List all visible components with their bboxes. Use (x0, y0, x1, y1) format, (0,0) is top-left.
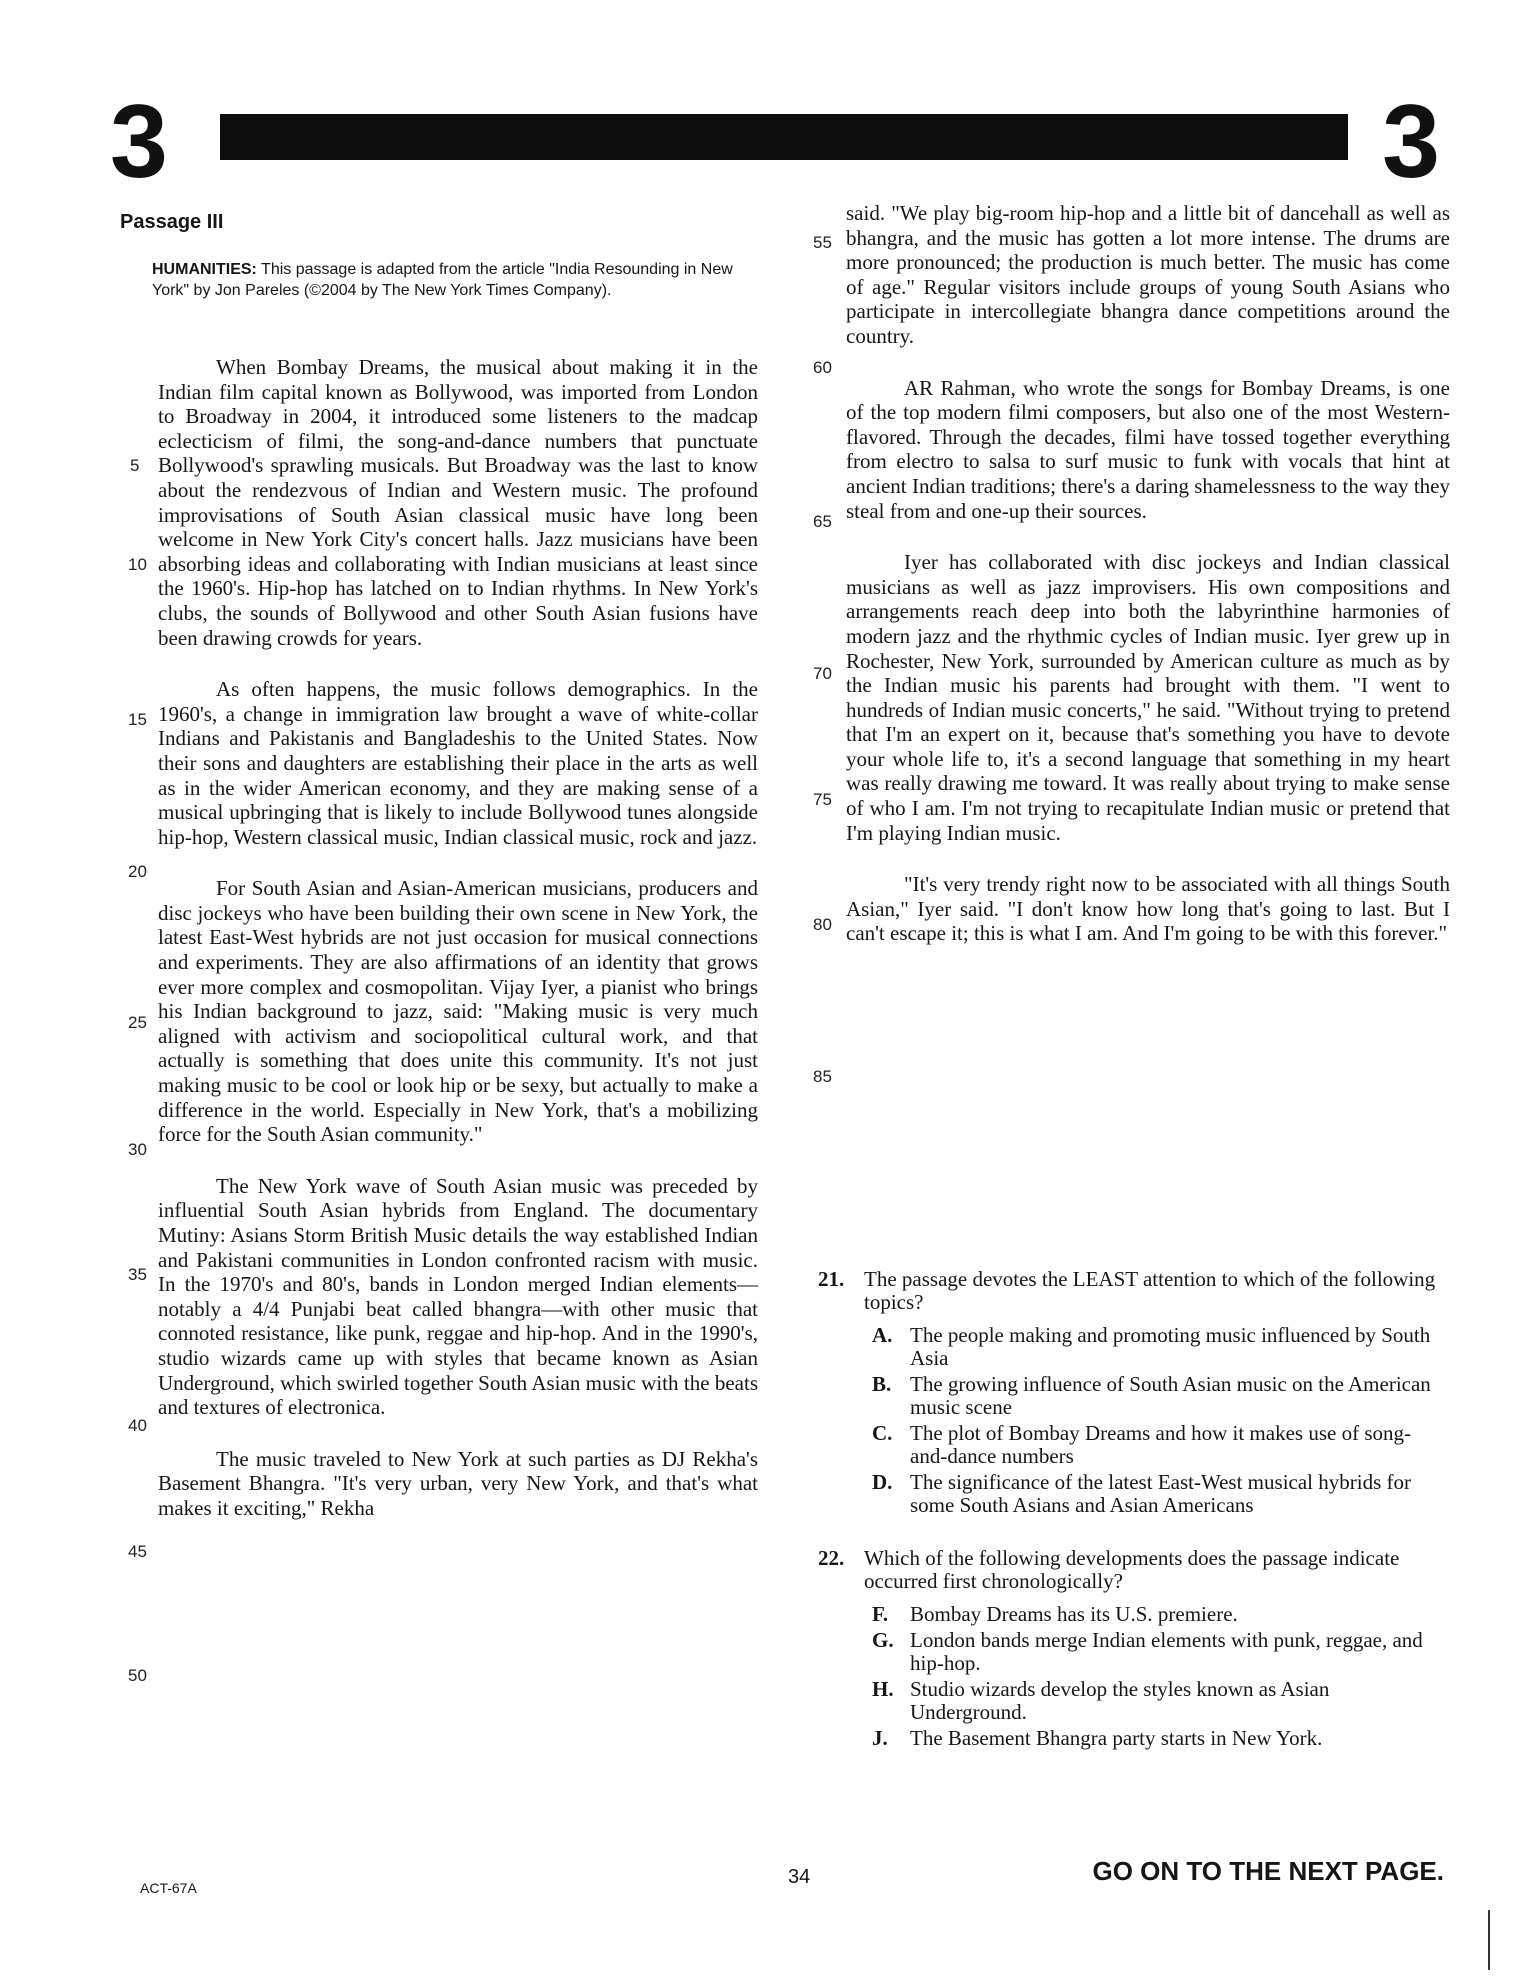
line-number: 30 (128, 1140, 147, 1159)
line-number: 65 (813, 512, 832, 531)
line-number: 50 (128, 1666, 147, 1685)
answer-option-j[interactable]: J. The Basement Bhangra party starts in New York. (872, 1726, 1323, 1750)
passage-paragraph: When Bombay Dreams, the musical about making it in the Indian film capital known as Bollywood, was imported from London to Broadway in 2004, it introduced some listeners to the madcap eclecticism of filmi, the song-and-dance numbers that punctuate Bollywood's sprawling musicals. But Broadway was the last to know about the rendezvous of Indian and Western music. The profound improvisations of South Asian classical music have long been welcome in New York City's concert halls. Jazz musicians have been absorbing ideas and collaborating with Indian musicians at least since the 1960's. Hip-hop has latched on to Indian rhythms. In New York's clubs, the sounds of Bollywood and other South Asian fusions have been drawing crowds for years. (158, 355, 758, 650)
line-number: 70 (813, 664, 832, 683)
line-number: 75 (813, 790, 832, 809)
passage-paragraph: Iyer has collaborated with disc jockeys and Indian classical musicians as well as jazz improvisers. His own compositions and arrangements reach deep into both the labyrinthine harmonies of modern jazz and the rhythmic cycles of Indian music. Iyer grew up in Rochester, New York, surrounded by American culture as much as by the Indian music his parents had brought with them. "I went to hundreds of Indian music concerts," he said. "Without trying to pretend that I'm an expert on it, because that's something you have to devote your whole life to, it's a second language that something in my heart was really drawing me toward. It was really about trying to make sense of who I am. I'm not trying to recapitulate Indian music or pretend that I'm playing Indian music. (846, 550, 1450, 845)
page-number: 34 (788, 1866, 811, 1888)
line-number: 10 (128, 555, 147, 574)
scan-mark (1488, 1910, 1490, 1970)
passage-paragraph: For South Asian and Asian-American musicians, producers and disc jockeys who have been building their own scene in New York, the latest East-West hybrids are not just occasion for musical connections and experiments. They are also affirmations of an identity that grows ever more complex and cosmopolitan. Vijay Iyer, a pianist who brings his Indian background to jazz, said: "Making music is very much aligned with activism and sociopolitical cultural work, and that actually is something that does unite this community. It's not just making music to be cool or look hip or be sexy, but actually to make a difference in the world. Especially in New York, that's a mobilizing force for the South Asian community." (158, 876, 758, 1147)
passage-intro (152, 259, 752, 301)
question-stem: The passage devotes the LEAST attention to which of the following topics? (864, 1267, 1436, 1314)
line-number: 85 (813, 1067, 832, 1086)
next-page-notice: GO ON TO THE NEXT PAGE. (1092, 1856, 1444, 1886)
questions (818, 1268, 1448, 1780)
passage-paragraph: said. "We play big-room hip-hop and a little bit of dancehall as well as bhangra, and the music has gotten a lot more intense. The drums are more pronounced; the production is much better. The music has come of age." Regular visitors include groups of young South Asians who participate in intercollegiate bhangra dance competitions around the country. (846, 201, 1450, 348)
answer-option-c[interactable]: C. The plot of Bombay Dreams and how it makes use of song-and-dance numbers (872, 1421, 1411, 1468)
answer-option-a[interactable]: A. The people making and promoting music influenced by South Asia (872, 1323, 1431, 1370)
question-number: 21. (818, 1267, 845, 1291)
answer-option-h[interactable]: H. Studio wizards develop the styles known as Asian Underground. (872, 1677, 1330, 1724)
intro-category: HUMANITIES: (152, 261, 257, 278)
line-number: 40 (128, 1416, 147, 1435)
line-number: 45 (128, 1542, 147, 1561)
passage-paragraph: AR Rahman, who wrote the songs for Bombay Dreams, is one of the top modern filmi composers, but also one of the most Western-flavored. Through the decades, filmi have tossed together everything from electro to salsa to surf music to funk with vocals that hint at ancient Indian traditions; there's a daring shamelessness to the way they steal from and one-up their sources. (846, 375, 1450, 523)
passage-right-column (846, 201, 1450, 946)
section-header (100, 84, 1440, 200)
question-22 (818, 1547, 1448, 1750)
passage-paragraph: "It's very trendy right now to be associated with all things South Asian," Iyer said. "I don't know how long that's going to last. But I can't escape it; this is what I am. And I'm going to be with this forever." (846, 872, 1450, 946)
line-number: 25 (128, 1013, 147, 1032)
section-number-left: 3 (110, 84, 168, 200)
answer-option-d[interactable]: D. The significance of the latest East-West musical hybrids for some South Asians and Asian Americans (872, 1470, 1411, 1517)
line-number: 5 (130, 456, 140, 475)
line-number: 80 (813, 915, 832, 934)
question-21 (818, 1268, 1448, 1517)
answer-option-b[interactable]: B. The growing influence of South Asian music on the American music scene (872, 1372, 1431, 1419)
passage-paragraph: The New York wave of South Asian music was preceded by influential South Asian hybrids from England. The documentary Mutiny: Asians Storm British Music details the way established Indian and Pakistani communities in London confronted racism with music. In the 1970's and 80's, bands in London merged Indian elements—notably a 4/4 Punjabi beat called bhangra—with other music that connoted resistance, like punk, reggae and hip-hop. And in the 1990's, studio wizards came up with styles that became known as Asian Underground, which swirled together South Asian music with the beats and textures of electronica. (158, 1173, 758, 1420)
passage-paragraph: As often happens, the music follows demographics. In the 1960's, a change in immigration law brought a wave of white-collar Indians and Pakistanis and Bangladeshis to the United States. Now their sons and daughters are establishing their place in the arts as well as in the wider American economy, and they are making sense of a musical upbringing that is likely to include Bollywood tunes alongside hip-hop, Western classical music, Indian classical music, rock and jazz. (158, 677, 758, 849)
passage-left-column (158, 355, 758, 1521)
line-number: 35 (128, 1265, 147, 1284)
answer-option-g[interactable]: G. London bands merge Indian elements with punk, reggae, and hip-hop. (872, 1628, 1423, 1675)
answer-option-f[interactable]: F. Bombay Dreams has its U.S. premiere. (872, 1602, 1238, 1626)
section-number-right: 3 (1382, 84, 1440, 200)
question-number: 22. (818, 1546, 845, 1570)
line-number: 15 (128, 710, 147, 729)
question-stem: Which of the following developments does the passage indicate occurred first chronologically? (864, 1546, 1400, 1593)
passage-paragraph: The music traveled to New York at such parties as DJ Rekha's Basement Bhangra. "It's very urban, very New York, and that's what makes it exciting," Rekha (158, 1446, 758, 1520)
passage-label: Passage III (120, 211, 224, 233)
form-code: ACT-67A (140, 1880, 197, 1896)
intro-text: This passage is adapted from the article "India Resounding in New York" by Jon Pareles (©2004 by The New York Times Company). (152, 261, 733, 299)
line-number: 20 (128, 862, 147, 881)
line-number: 55 (813, 233, 832, 252)
header-bar (220, 114, 1348, 160)
line-number: 60 (813, 358, 832, 377)
